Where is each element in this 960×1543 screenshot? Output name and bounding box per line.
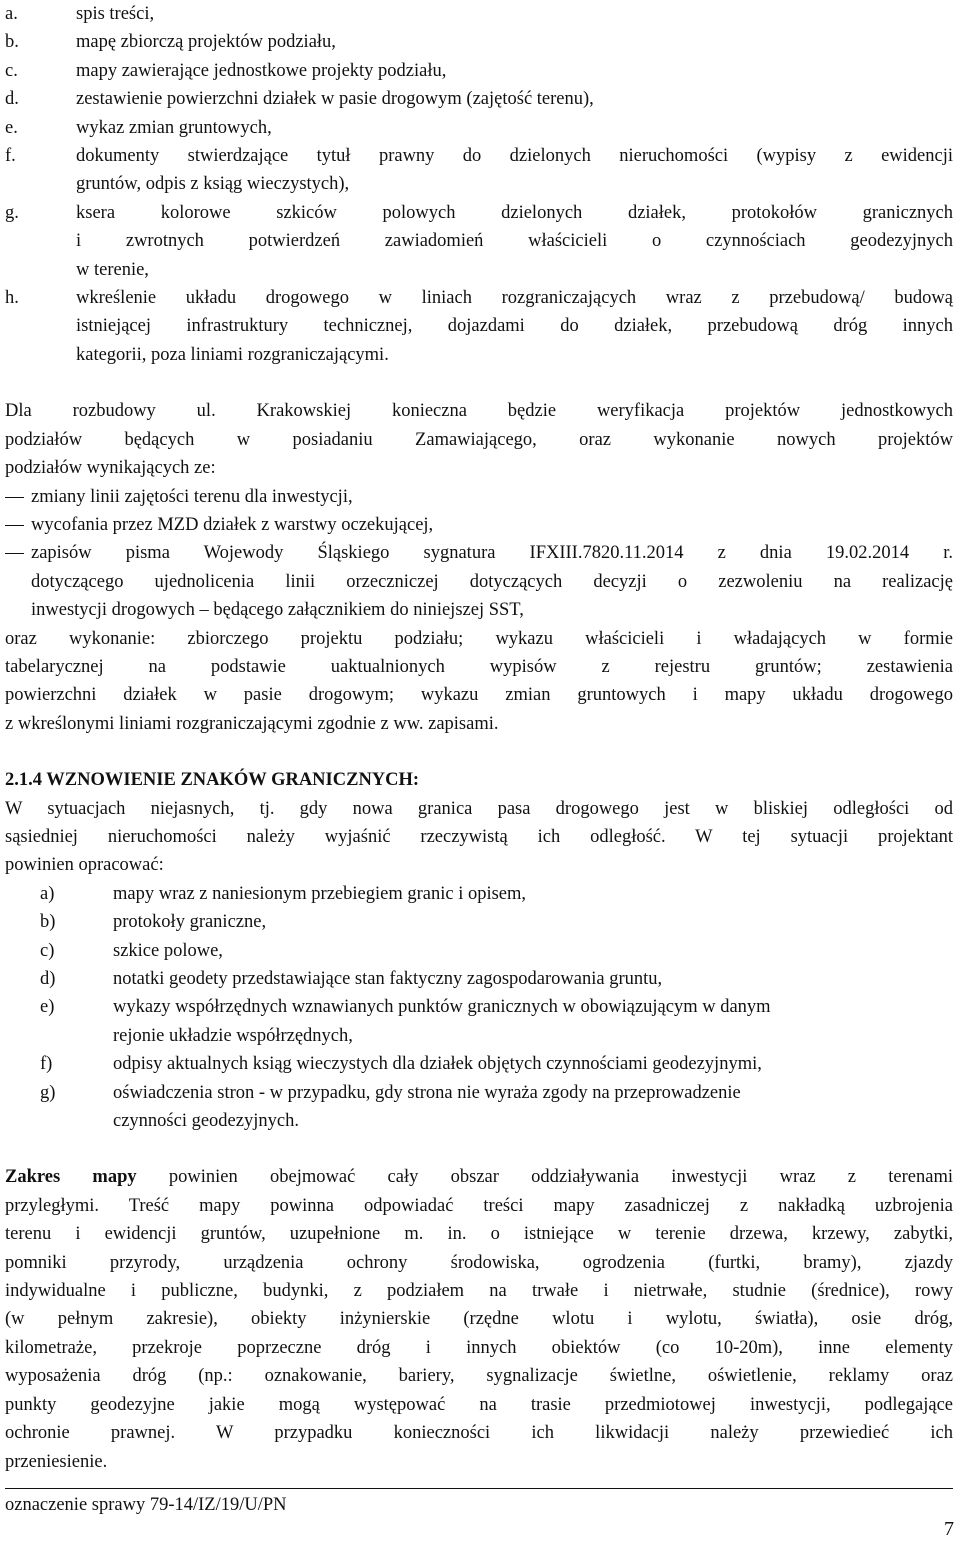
page-number: 7 bbox=[944, 1518, 954, 1540]
list-marker: f) bbox=[40, 1054, 53, 1075]
list-item-text bbox=[76, 0, 953, 28]
list-marker: g. bbox=[5, 202, 19, 223]
list-marker: d. bbox=[5, 89, 19, 110]
list-marker: e) bbox=[40, 997, 55, 1018]
list-item-text bbox=[113, 1079, 953, 1136]
list-item-line: mapy zawierające jednostkowe projekty podziału, bbox=[76, 60, 447, 81]
paragraph-line: podziałów będących w posiadaniu Zamawiającego, oraz wykonanie nowych projektów bbox=[5, 429, 953, 450]
list-item-text bbox=[76, 142, 953, 199]
list-item-line: istniejącej infrastruktury technicznej, dojazdami do działek, przebudową dróg innych bbox=[76, 316, 953, 337]
list-item-line: kategorii, poza liniami rozgraniczającymi. bbox=[76, 344, 389, 365]
list-marker: b) bbox=[40, 912, 56, 933]
paragraph-line: W sytuacjach niejasnych, tj. gdy nowa granica pasa drogowego jest w bliskiej odległości od bbox=[5, 798, 953, 819]
list-item bbox=[5, 0, 953, 28]
list-item bbox=[5, 284, 953, 369]
dash-item-text: zmiany linii zajętości terenu dla inwestycji, bbox=[31, 486, 353, 507]
list-item-line: i zwrotnych potwierdzeń zawiadomień właścicieli o czynnościach geodezyjnych bbox=[76, 231, 953, 252]
paragraph-line: wyposażenia dróg (np.: oznakowanie, bariery, sygnalizacje świetlne, oświetlenie, reklamy oraz bbox=[5, 1366, 953, 1387]
list-item-line: zestawienie powierzchni działek w pasie drogowym (zajętość terenu), bbox=[76, 89, 594, 110]
list-item-line: notatki geodety przedstawiające stan faktyczny zagospodarowania gruntu, bbox=[113, 969, 663, 989]
list-item bbox=[5, 28, 953, 56]
paragraph-line: podziałów wynikających ze: bbox=[5, 458, 216, 479]
list-item-text bbox=[113, 1050, 953, 1078]
list-marker: b. bbox=[5, 32, 19, 53]
list-item-line: szkice polowe, bbox=[113, 940, 223, 961]
list-item-text bbox=[76, 57, 953, 85]
paragraph-line: punkty geodezyjne jakie mogą występować na trasie przedmiotowej inwestycji, podlegające bbox=[5, 1394, 953, 1415]
list-marker: c) bbox=[40, 940, 55, 961]
dash-marker bbox=[5, 483, 31, 511]
paragraph-line: powierzchni działek w pasie drogowym; wykazu zmian gruntowych i mapy układu drogowego bbox=[5, 685, 953, 706]
list-item-line: wkreślenie układu drogowego w liniach rozgraniczających wraz z przebudową/ budową bbox=[76, 288, 953, 309]
paragraph-line: przyległymi. Treść mapy powinna odpowiadać treści mapy zasadniczej z nakładką uzbrojenia bbox=[5, 1195, 953, 1216]
list-item-text bbox=[76, 284, 953, 369]
list-item bbox=[5, 142, 953, 199]
paragraph-line: indywidualne i publiczne, budynki, z podziałem na trwałe i nietrwałe, studnie (średnice), rowy bbox=[5, 1281, 953, 1302]
list-item-line: wykaz zmian gruntowych, bbox=[76, 117, 272, 138]
list-item-text bbox=[76, 85, 953, 113]
dash-list-item bbox=[5, 539, 953, 567]
dash-continuation bbox=[5, 568, 953, 625]
paragraph-4-first-text: powinien obejmować cały obszar oddziaływania inwestycji wraz z terenami bbox=[168, 1167, 953, 1188]
list-top bbox=[5, 0, 953, 369]
list-paren bbox=[5, 880, 953, 1136]
list-item-line: rejonie układzie współrzędnych, bbox=[113, 1025, 353, 1046]
paragraph-line: oraz wykonanie: zbiorczego projektu podziału; wykazu właścicieli i władających w formie bbox=[5, 628, 953, 649]
paragraph-line: tabelarycznej na podstawie uaktualnionych wypisów z rejestru gruntów; zestawienia bbox=[5, 656, 953, 677]
list-item-line: spis treści, bbox=[76, 4, 155, 24]
document-page bbox=[5, 0, 953, 1476]
dash-list bbox=[5, 483, 953, 568]
list-item-line: czynności geodezyjnych. bbox=[113, 1111, 299, 1132]
paragraph-line: z wkreślonymi liniami rozgraniczającymi zgodnie z ww. zapisami. bbox=[5, 713, 499, 734]
list-marker: e. bbox=[5, 117, 18, 138]
list-item-line: dokumenty stwierdzające tytuł prawny do dzielonych nieruchomości (wypisy z ewidencji bbox=[76, 146, 953, 167]
paragraph-line: kilometraże, przekroje poprzeczne dróg i innych obiektów (co 10-20m), inne elementy bbox=[5, 1337, 953, 1358]
paragraph-1 bbox=[5, 397, 953, 482]
list-item bbox=[5, 993, 953, 1050]
list-item bbox=[5, 199, 953, 284]
list-item-text bbox=[76, 28, 953, 56]
list-item-line: ksera kolorowe szkiców polowych dzielonych działek, protokołów granicznych bbox=[76, 202, 953, 223]
list-marker: a) bbox=[40, 883, 55, 904]
list-marker: f. bbox=[5, 146, 16, 167]
list-item-line: w terenie, bbox=[76, 259, 149, 280]
list-item-line: oświadczenia stron - w przypadku, gdy strona nie wyraża zgody na przeprowadzenie bbox=[113, 1082, 741, 1103]
list-item bbox=[5, 937, 953, 965]
list-item-text bbox=[113, 908, 953, 936]
paragraph-3 bbox=[5, 795, 953, 880]
paragraph-line: ochronie prawnej. W przypadku konieczności ich likwidacji należy przewiedieć ich bbox=[5, 1423, 953, 1444]
list-item-text bbox=[76, 114, 953, 142]
list-marker: h. bbox=[5, 288, 19, 309]
paragraph-line: dotyczącego ujednolicenia linii orzeczniczej dotyczących decyzji o zezwoleniu na realizację bbox=[31, 571, 953, 592]
paragraph-line: inwestycji drogowych – będącego załącznikiem do niniejszej SST, bbox=[31, 600, 524, 621]
list-item-text bbox=[113, 880, 953, 908]
section-heading: 2.1.4 WZNOWIENIE ZNAKÓW GRANICZNYCH: bbox=[5, 770, 420, 791]
list-item-line: wykazy współrzędnych wznawianych punktów granicznych w obowiązującym w danym bbox=[113, 997, 771, 1018]
paragraph-4-line bbox=[5, 1163, 953, 1191]
paragraph-2 bbox=[5, 625, 953, 739]
page-footer bbox=[5, 1488, 953, 1519]
list-item bbox=[5, 1050, 953, 1078]
list-item-text bbox=[76, 199, 953, 284]
dash-list-item bbox=[5, 511, 953, 539]
list-marker: d) bbox=[40, 969, 56, 989]
list-item-text bbox=[113, 965, 953, 993]
paragraph-line: (w pełnym zakresie), obiekty inżynierskie (rzędne wlotu i wylotu, światła), osie dróg, bbox=[5, 1309, 953, 1330]
list-item-line: gruntów, odpis z ksiąg wieczystych), bbox=[76, 174, 350, 195]
list-item-line: odpisy aktualnych ksiąg wieczystych dla działek objętych czynnościami geodezyjnymi, bbox=[113, 1054, 762, 1075]
paragraph-line: terenu i ewidencji gruntów, uzupełnione m. in. o istniejące w terenie drzewa, krzewy, zabytki, bbox=[5, 1224, 953, 1245]
dash-item-text: zapisów pisma Wojewody Śląskiego sygnatura IFXIII.7820.11.2014 z dnia 19.02.2014 r. bbox=[31, 543, 953, 564]
bold-term: Zakres mapy bbox=[5, 1167, 137, 1188]
dash-marker bbox=[5, 539, 31, 567]
list-item-line: mapę zbiorczą projektów podziału, bbox=[76, 32, 336, 53]
list-item bbox=[5, 57, 953, 85]
list-item bbox=[5, 85, 953, 113]
footer-case-number: oznaczenie sprawy 79-14/IZ/19/U/PN bbox=[5, 1495, 287, 1515]
paragraph-line: sąsiedniej nieruchomości należy wyjaśnić rzeczywistą ich odległość. W tej sytuacji projektant bbox=[5, 826, 953, 847]
dash-list-item bbox=[5, 483, 953, 511]
dash-item-text: wycofania przez MZD działek z warstwy oczekującej, bbox=[31, 514, 434, 535]
list-item-text bbox=[113, 937, 953, 965]
list-item-line: mapy wraz z naniesionym przebiegiem granic i opisem, bbox=[113, 883, 527, 904]
list-marker: g) bbox=[40, 1082, 56, 1103]
list-item bbox=[5, 965, 953, 993]
list-item bbox=[5, 880, 953, 908]
list-item bbox=[5, 1079, 953, 1136]
paragraph-4 bbox=[5, 1163, 953, 1475]
paragraph-line: Dla rozbudowy ul. Krakowskiej konieczna będzie weryfikacja projektów jednostkowych bbox=[5, 401, 953, 422]
list-marker: c. bbox=[5, 60, 18, 81]
list-item bbox=[5, 114, 953, 142]
dash-marker bbox=[5, 511, 31, 539]
list-marker: a. bbox=[5, 4, 18, 24]
paragraph-line: pomniki przyrody, urządzenia ochrony środowiska, ogrodzenia (furtki, bramy), zjazdy bbox=[5, 1252, 953, 1273]
list-item-text bbox=[113, 993, 953, 1050]
list-item bbox=[5, 908, 953, 936]
list-item-line: protokoły graniczne, bbox=[113, 912, 267, 933]
paragraph-line: powinien opracować: bbox=[5, 855, 164, 876]
paragraph-line: przeniesienie. bbox=[5, 1451, 108, 1472]
